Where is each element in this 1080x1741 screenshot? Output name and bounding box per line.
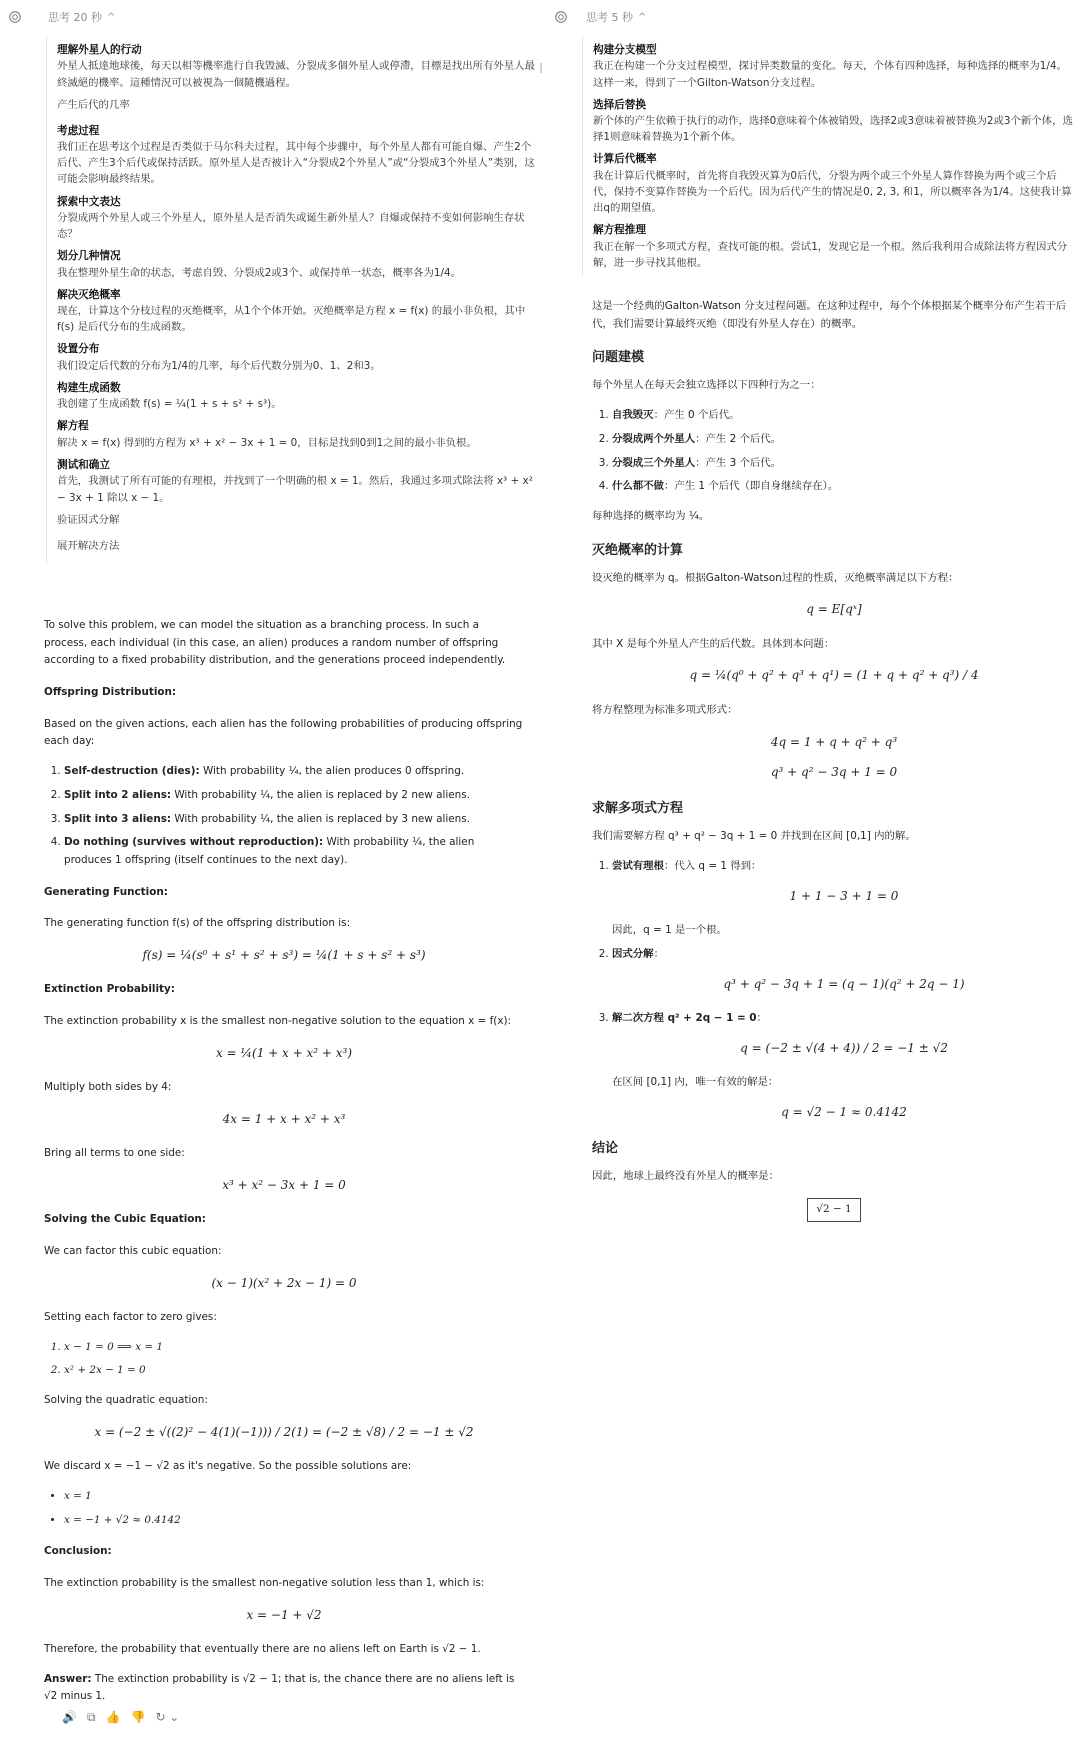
equation: q = (−2 ± √(4 + 4)) / 2 = −1 ± √2 (740, 1040, 948, 1055)
conclusion-text: The extinction probability is the smallest non-negative solution less than 1, which is: (44, 1576, 485, 1589)
thinking-section-8: 解方程 解决 x = f(x) 得到的方程为 x³ + x² − 3x + 1 = 0，目标是找到0到1之间的最小非负根。 (57, 420, 477, 449)
list-item: 1. Self-destruction (dies): With probability ¼, the alien produces 0 offspring. (64, 763, 524, 781)
heading-generating: Generating Function: (44, 885, 168, 898)
thinking-line: 展开解决方法 (57, 539, 120, 552)
list-item: 1. 自我毁灭：产生 0 个后代。 (612, 407, 1076, 425)
model-list (592, 407, 1076, 496)
equation: q³ + q² − 3q + 1 = (q − 1)(q² + 2q − 1) (723, 976, 965, 991)
thinking-duration: 思考 20 秒 (48, 11, 102, 24)
equation: x = −1 + √2 (246, 1607, 322, 1622)
thinking-duration: 思考 5 秒 (586, 11, 633, 24)
discard-text: We discard x = −1 − √2 as it's negative. So the possible solutions are: (44, 1460, 412, 1473)
equation: x = ¼(1 + x + x² + x³) (215, 1045, 353, 1060)
boxed-answer-wrap (592, 1198, 1076, 1222)
equation: q³ + q² − 3q + 1 = 0 (770, 764, 898, 779)
copy-icon[interactable]: ⧉ (86, 1710, 96, 1724)
thinking-section-3: 探索中文表达 分裂成两个外星人或三个外星人，原外星人是否消失或诞生新外星人？自爆或保持不变如何影响生存状态？ (57, 195, 525, 241)
list-item: • x = 1 (64, 1488, 524, 1506)
list-item: 2. x² + 2x − 1 = 0 (64, 1362, 524, 1380)
chevron-up-icon: ^ (638, 11, 647, 23)
equation: q = E[qˣ] (806, 602, 862, 617)
equation: q = √2 − 1 ≈ 0.4142 (781, 1104, 907, 1119)
generating-text: The generating function f(s) of the offspring distribution is: (44, 917, 351, 930)
zero-text: Setting each factor to zero gives: (44, 1311, 217, 1324)
intro-paragraph: To solve this problem, we can model the situation as a branching process. In such a process, each individual (in this case, an alien) produces a random number of offspring according to a fixed probability distribution, and the generations proceed independently. (44, 619, 506, 667)
list-item: 2. 因式分解： q³ + q² − 3q + 1 = (q − 1)(q² + 2q − 1) (612, 946, 1076, 994)
therefore-text: Therefore, the probability that eventually there are no aliens left on Earth is √2 − 1. (44, 1642, 481, 1655)
solve-steps (592, 858, 1076, 1122)
heading-extinction: Extinction Probability: (44, 983, 175, 996)
equation: x³ + x² − 3x + 1 = 0 (222, 1177, 346, 1192)
list-item: 4. 什么都不做：产生 1 个后代（即自身继续存在）。 (612, 478, 1076, 496)
where-text: 其中 X 是每个外星人产生的后代数。具体到本问题： (592, 637, 835, 650)
thinking-toggle[interactable] (554, 8, 646, 26)
solution-list (44, 1488, 524, 1529)
model-text: 每个外星人在每天会独立选择以下四种行为之一： (592, 379, 821, 392)
thinking-line: 验证因式分解 (57, 513, 120, 526)
thumbs-up-icon[interactable]: 👍 (105, 1710, 121, 1724)
extinction-text: The extinction probability x is the smallest non-negative solution to the equation x = f(x): (44, 1015, 512, 1028)
interval-text: 在区间 [0,1] 内，唯一有效的解是： (612, 1076, 779, 1089)
offspring-list (44, 763, 524, 869)
equation: 1 + 1 − 3 + 1 = 0 (789, 888, 899, 903)
thinking-toggle[interactable] (8, 8, 115, 26)
openai-logo-icon (554, 10, 568, 24)
prob-text: 每种选择的概率均为 ¼。 (592, 509, 710, 522)
heading-conclusion: 结论 (592, 1141, 619, 1157)
solve-text: 我们需要解方程 q³ + q² − 3q + 1 = 0 并找到在区间 [0,1] 内的解。 (592, 830, 916, 843)
list-item: 2. Split into 2 aliens: With probability ¼, the alien is replaced by 2 new aliens. (64, 787, 524, 805)
read-aloud-icon[interactable]: 🔊 (62, 1710, 77, 1724)
zero-list (44, 1339, 524, 1380)
conclusion-text: 因此，地球上最终没有外星人的概率是： (592, 1170, 780, 1183)
thinking-section-7: 构建生成函数 我创建了生成函数 f(s) = ¼(1 + s + s² + s³)。 (57, 381, 282, 411)
thinking-panel (46, 36, 537, 564)
thinking-section-1: 理解外星人的行动 外星人抵達地球後，每天以相等機率進行自我毀滅、分裂成多個外星人或停滯，目標是找出所有外星人最終滅絕的機率。這種情況可以被視為一個隨機過程。 (57, 44, 535, 89)
thinking-section-4: 解方程推理 我正在解一个多项式方程，查找可能的根。尝试1，发现它是一个根。然后我利用合成除法将方程因式分解，进一步寻找其他根。 (593, 224, 1068, 269)
list-item: • x = −1 + √2 ≈ 0.4142 (64, 1512, 524, 1530)
equation: 4x = 1 + x + x² + x³ (222, 1111, 346, 1126)
list-item: 3. 解二次方程 q² + 2q − 1 = 0： q = (−2 ± √(4 + 4)) / 2 = −1 ± √2 在区间 [0,1] 内，唯一有效的解是： q = √2 − 1 ≈ 0.4142 (612, 1010, 1076, 1122)
bring-text: Bring all terms to one side: (44, 1147, 185, 1160)
answer-body (44, 617, 524, 1718)
equation: q = ¼(q⁰ + q² + q³ + q¹) = (1 + q + q² + q³) / 4 (689, 668, 979, 683)
list-item: 1. 尝试有理根：代入 q = 1 得到： 1 + 1 − 3 + 1 = 0 因此，q = 1 是一个根。 (612, 858, 1076, 940)
thinking-section-1: 构建分支模型 我正在构建一个分支过程模型，探讨异类数量的变化。每天，个体有四种选择，每种选择的概率为1/4。这样一来，得到了一个Gilton-Watson分支过程。 (593, 44, 1067, 89)
list-item: 4. Do nothing (survives without reproduction): With probability ¼, the alien produces 1 offspring (itself continues to the next day). (64, 834, 524, 869)
message-actions (62, 1710, 179, 1725)
thinking-section-5: 解决灭绝概率 现在，计算这个分枝过程的灭绝概率，从1个个体开始。灭绝概率是方程 x = f(x) 的最小非负根，其中 f(s) 是后代分布的生成函数。 (57, 288, 526, 334)
thinking-section-9: 测试和确立 首先，我测试了所有可能的有理根，并找到了一个明确的根 x = 1。然后，我通过多项式除法将 x³ + x² − 3x + 1 除以 x − 1。 (57, 459, 533, 504)
std-text: 将方程整理为标准多项式形式： (592, 703, 738, 716)
offspring-intro: Based on the given actions, each alien has the following probabilities of producing offspring each day: (44, 717, 523, 748)
heading-calc: 灭绝概率的计算 (592, 542, 684, 558)
boxed-answer: √2 − 1 (807, 1198, 860, 1222)
thinking-line: 产生后代的几率 (57, 98, 130, 111)
thinking-panel (582, 36, 1077, 277)
thinking-section-6: 设置分布 我们设定后代数的分布为1/4的几率，每个后代数分别为0、1、2和3。 (57, 343, 381, 372)
multiply-text: Multiply both sides by 4: (44, 1081, 172, 1094)
intro-paragraph: 这是一个经典的Galton-Watson 分支过程问题。在这种过程中，每个个体根据某个概率分布产生若干后代，我们需要计算最终灭绝（即没有外星人存在）的概率。 (592, 300, 1067, 330)
list-item: 3. Split into 3 aliens: With probability ¼, the alien is replaced by 3 new aliens. (64, 811, 524, 829)
regenerate-icon[interactable]: ↻ ⌄ (155, 1710, 180, 1724)
thinking-section-4: 划分几种情况 我在整理外星生命的状态，考虑自毁、分裂成2或3个、或保持单一状态，概率各为1/4。 (57, 250, 462, 279)
heading-solve: 求解多项式方程 (592, 801, 684, 817)
equation: 4q = 1 + q + q² + q³ (770, 734, 898, 749)
step1-after: 因此，q = 1 是一个根。 (612, 924, 727, 937)
calc-text: 设灭绝的概率为 q。根据Galton-Watson过程的性质，灭绝概率满足以下方程： (592, 571, 959, 584)
list-item: 3. 分裂成三个外星人：产生 3 个后代。 (612, 455, 1076, 473)
quad-text: Solving the quadratic equation: (44, 1394, 208, 1407)
final-answer: Answer: The extinction probability is √2 − 1; that is, the chance there are no aliens left is √2 minus 1. (44, 1672, 515, 1703)
thumbs-down-icon[interactable]: 👎 (130, 1710, 146, 1724)
heading-offspring: Offspring Distribution: (44, 686, 177, 699)
openai-logo-icon (8, 10, 22, 24)
heading-model: 问题建模 (592, 350, 645, 366)
list-item: 2. 分裂成两个外星人：产生 2 个后代。 (612, 431, 1076, 449)
factor-text: We can factor this cubic equation: (44, 1244, 222, 1257)
thinking-section-2: 选择后替换 新个体的产生依赖于执行的动作，选择0意味着个体被销毁，选择2或3意味着被替换为2或3个新个体，选择1则意味着替换为1个新个体。 (593, 98, 1073, 144)
equation: (x − 1)(x² + 2x − 1) = 0 (211, 1275, 357, 1290)
answer-body (592, 298, 1076, 1222)
equation: f(s) = ¼(s⁰ + s¹ + s² + s³) = ¼(1 + s + s² + s³) (142, 947, 426, 962)
list-item: 1. x − 1 = 0 ⟹ x = 1 (64, 1339, 524, 1357)
chevron-up-icon: ^ (107, 11, 116, 23)
equation: x = (−2 ± √((2)² − 4(1)(−1))) / 2(1) = (−2 ± √8) / 2 = −1 ± √2 (94, 1424, 474, 1439)
scrollbar-thumb[interactable] (540, 63, 542, 73)
heading-conclusion: Conclusion: (44, 1545, 112, 1558)
thinking-section-2: 考虑过程 我们正在思考这个过程是否类似于马尔科夫过程，其中每个步骤中，每个外星人都有可能自爆、产生2个后代、产生3个后代或保持活跃。原外星人是否被计入“分裂成2个外星人”或“分裂成3个外星人”类别，这可能会影响最终结果。 (57, 124, 535, 186)
heading-cubic: Solving the Cubic Equation: (44, 1213, 206, 1226)
thinking-section-3: 计算后代概率 我在计算后代概率时，首先将自我毁灭算为0后代，分裂为两个或三个外星人算作替换为两个或三个后代，保持不变算作替换为一个后代。因为后代产生的情况是0, 2, 3, 和1，所以概率各为1/4。这使我计算出q的期望值。 (593, 153, 1072, 214)
